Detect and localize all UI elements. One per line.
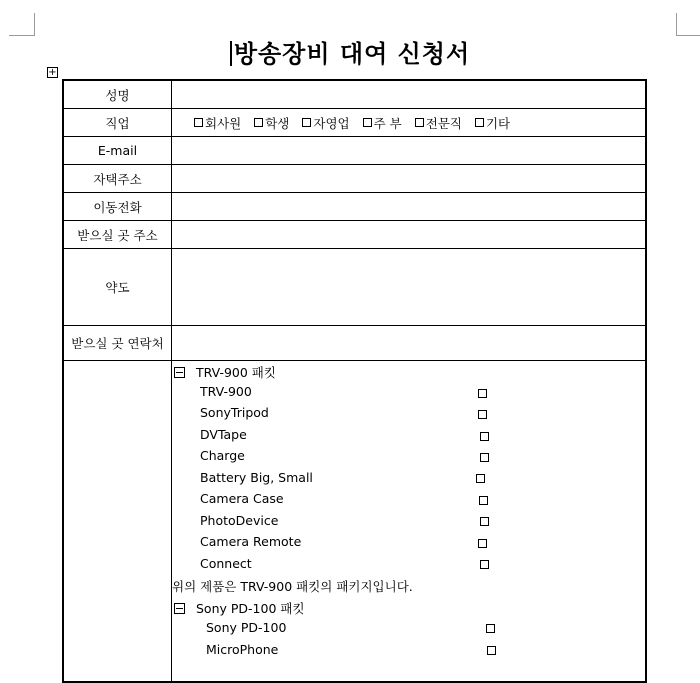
equipment-checkbox[interactable]	[487, 646, 496, 655]
label-delivery-address: 받으실 곳 주소	[63, 221, 172, 249]
occupation-option[interactable]: 전문직	[415, 114, 462, 132]
package-header[interactable]: TRV-900 패킷	[172, 363, 276, 381]
equipment-list	[172, 361, 647, 683]
checkbox-icon	[415, 118, 424, 127]
checkbox-icon	[302, 118, 311, 127]
field-email[interactable]	[172, 137, 647, 165]
equipment-checkbox[interactable]	[478, 410, 487, 419]
label-name: 성명	[63, 80, 172, 109]
label-home-address: 자택주소	[63, 165, 172, 193]
row-mobile-phone	[63, 193, 646, 221]
field-delivery-contact[interactable]	[172, 326, 647, 361]
label-email: E-mail	[63, 137, 172, 165]
field-name[interactable]	[172, 80, 647, 109]
document-title	[0, 34, 700, 69]
rental-form-table	[62, 79, 647, 683]
label-mobile-phone: 이동전화	[63, 193, 172, 221]
equipment-checkbox[interactable]	[480, 517, 489, 526]
equipment-checkbox[interactable]	[480, 432, 489, 441]
equipment-item-name: DVTape	[200, 427, 247, 442]
occupation-option[interactable]: 자영업	[302, 114, 349, 132]
equipment-checkbox[interactable]	[478, 539, 487, 548]
field-delivery-address[interactable]	[172, 221, 647, 249]
field-mobile-phone[interactable]	[172, 193, 647, 221]
row-delivery-address	[63, 221, 646, 249]
checkbox-icon	[475, 118, 484, 127]
row-email	[63, 137, 646, 165]
label-delivery-contact: 받으실 곳 연락처	[63, 326, 172, 361]
page-corner-mark-left	[9, 13, 35, 36]
row-delivery-contact	[63, 326, 646, 361]
occupation-option[interactable]: 학생	[254, 114, 289, 132]
field-occupation	[172, 109, 647, 137]
table-move-handle-icon[interactable]: +	[48, 67, 57, 78]
package-note: 위의 제품은 TRV-900 패킷의 패키지입니다.	[172, 579, 413, 594]
equipment-checkbox[interactable]	[476, 474, 485, 483]
row-map	[63, 249, 646, 326]
occupation-option[interactable]: 주 부	[363, 114, 402, 132]
equipment-checkbox[interactable]	[486, 624, 495, 633]
equipment-checkbox[interactable]	[480, 560, 489, 569]
occupation-option[interactable]: 회사원	[194, 114, 241, 132]
equipment-item-name: Camera Remote	[200, 534, 302, 549]
checkbox-icon	[254, 118, 263, 127]
row-equipment	[63, 361, 646, 683]
equipment-item-name: Camera Case	[200, 491, 284, 506]
label-map: 약도	[63, 249, 172, 326]
equipment-item-name: TRV-900	[200, 384, 252, 399]
equipment-label-cell	[63, 361, 172, 683]
collapse-icon[interactable]	[174, 603, 185, 614]
equipment-item-name: Sony PD-100	[206, 620, 287, 635]
collapse-icon[interactable]	[174, 367, 185, 378]
text-cursor	[230, 41, 232, 66]
equipment-checkbox[interactable]	[480, 453, 489, 462]
checkbox-icon	[363, 118, 372, 127]
checkbox-icon	[194, 118, 203, 127]
page-corner-mark-right	[676, 13, 700, 36]
field-map[interactable]	[172, 249, 647, 326]
row-home-address	[63, 165, 646, 193]
equipment-item-name: Connect	[200, 556, 252, 571]
field-home-address[interactable]	[172, 165, 647, 193]
equipment-item-name: MicroPhone	[206, 642, 279, 657]
equipment-item-name: Charge	[200, 448, 245, 463]
row-name	[63, 80, 646, 109]
title-text: 방송장비 대여 신청서	[233, 40, 471, 68]
equipment-checkbox[interactable]	[478, 389, 487, 398]
equipment-checkbox[interactable]	[479, 496, 488, 505]
package-header[interactable]: Sony PD-100 패킷	[172, 599, 305, 617]
label-occupation: 직업	[63, 109, 172, 137]
equipment-item-name: PhotoDevice	[200, 513, 279, 528]
row-occupation	[63, 109, 646, 137]
occupation-option[interactable]: 기타	[475, 114, 510, 132]
equipment-item-name: Battery Big, Small	[200, 470, 313, 485]
equipment-item-name: SonyTripod	[200, 405, 269, 420]
